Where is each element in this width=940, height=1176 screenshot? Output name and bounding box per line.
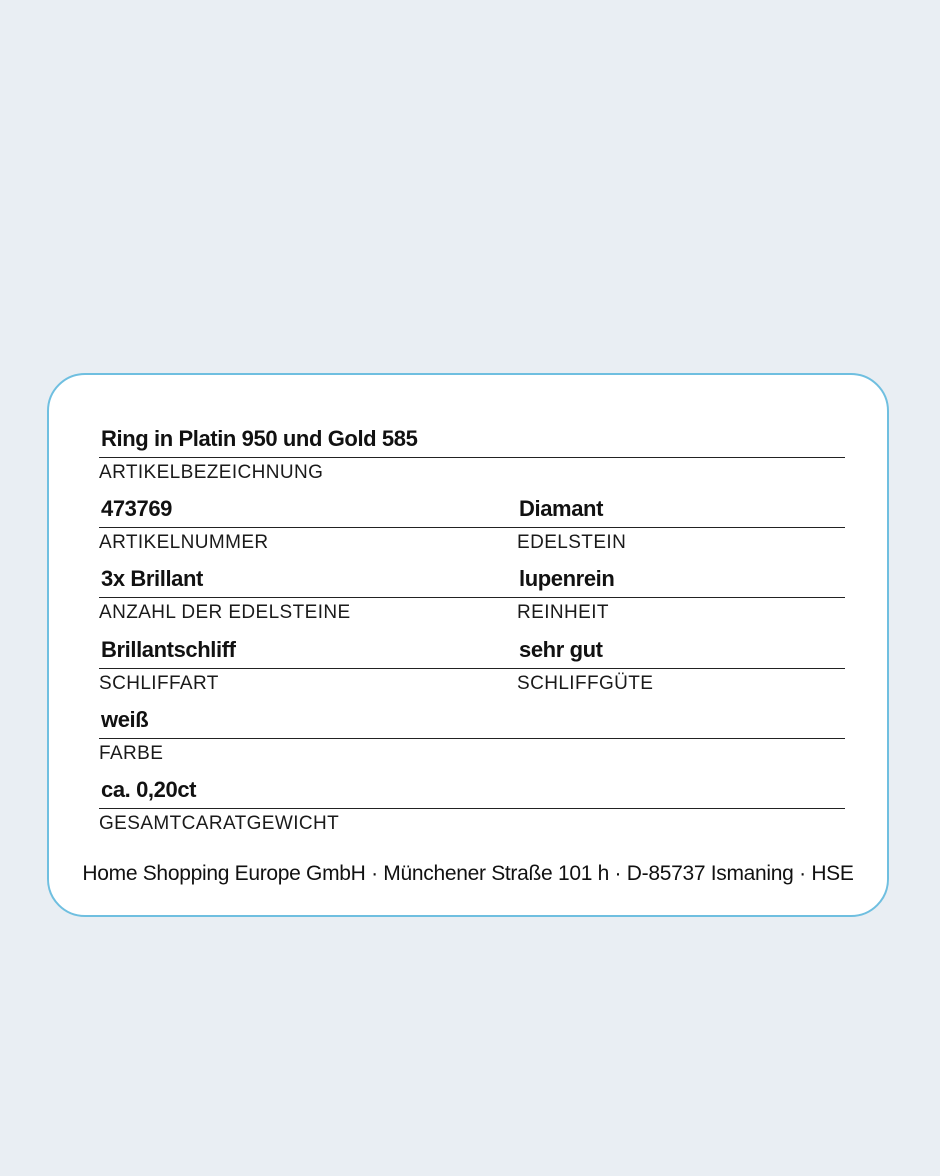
cut-quality-value: sehr gut (519, 637, 603, 662)
divider (517, 668, 845, 669)
divider (99, 457, 845, 458)
gem-count-value: 3x Brillant (101, 566, 203, 591)
divider (517, 527, 845, 528)
color-label: FARBE (99, 743, 164, 764)
divider (99, 738, 845, 739)
gemstone-value: Diamant (519, 496, 603, 521)
clarity-label: REINHEIT (517, 602, 609, 623)
gem-count-label: ANZAHL DER EDELSTEINE (99, 602, 351, 623)
cut-type-value: Brillantschliff (101, 637, 236, 662)
company-footer: Home Shopping Europe GmbH · Münchener Straße 101 h · D-85737 Ismaning · HSE (82, 862, 854, 885)
color-value: weiß (101, 707, 149, 732)
divider (517, 597, 845, 598)
article-name-label: ARTIKELBEZEICHNUNG (99, 462, 324, 483)
article-number-label: ARTIKELNUMMER (99, 532, 269, 553)
gemstone-label: EDELSTEIN (517, 532, 627, 553)
total-carat-label: GESAMTCARATGEWICHT (99, 813, 340, 834)
cut-type-label: SCHLIFFART (99, 673, 219, 694)
certificate-card (47, 373, 889, 917)
article-name-value: Ring in Platin 950 und Gold 585 (101, 426, 418, 451)
divider (99, 597, 517, 598)
total-carat-value: ca. 0,20ct (101, 777, 197, 802)
divider (99, 668, 517, 669)
cut-quality-label: SCHLIFFGÜTE (517, 673, 654, 694)
clarity-value: lupenrein (519, 566, 615, 591)
article-number-value: 473769 (101, 496, 173, 521)
divider (99, 527, 517, 528)
divider (99, 808, 845, 809)
